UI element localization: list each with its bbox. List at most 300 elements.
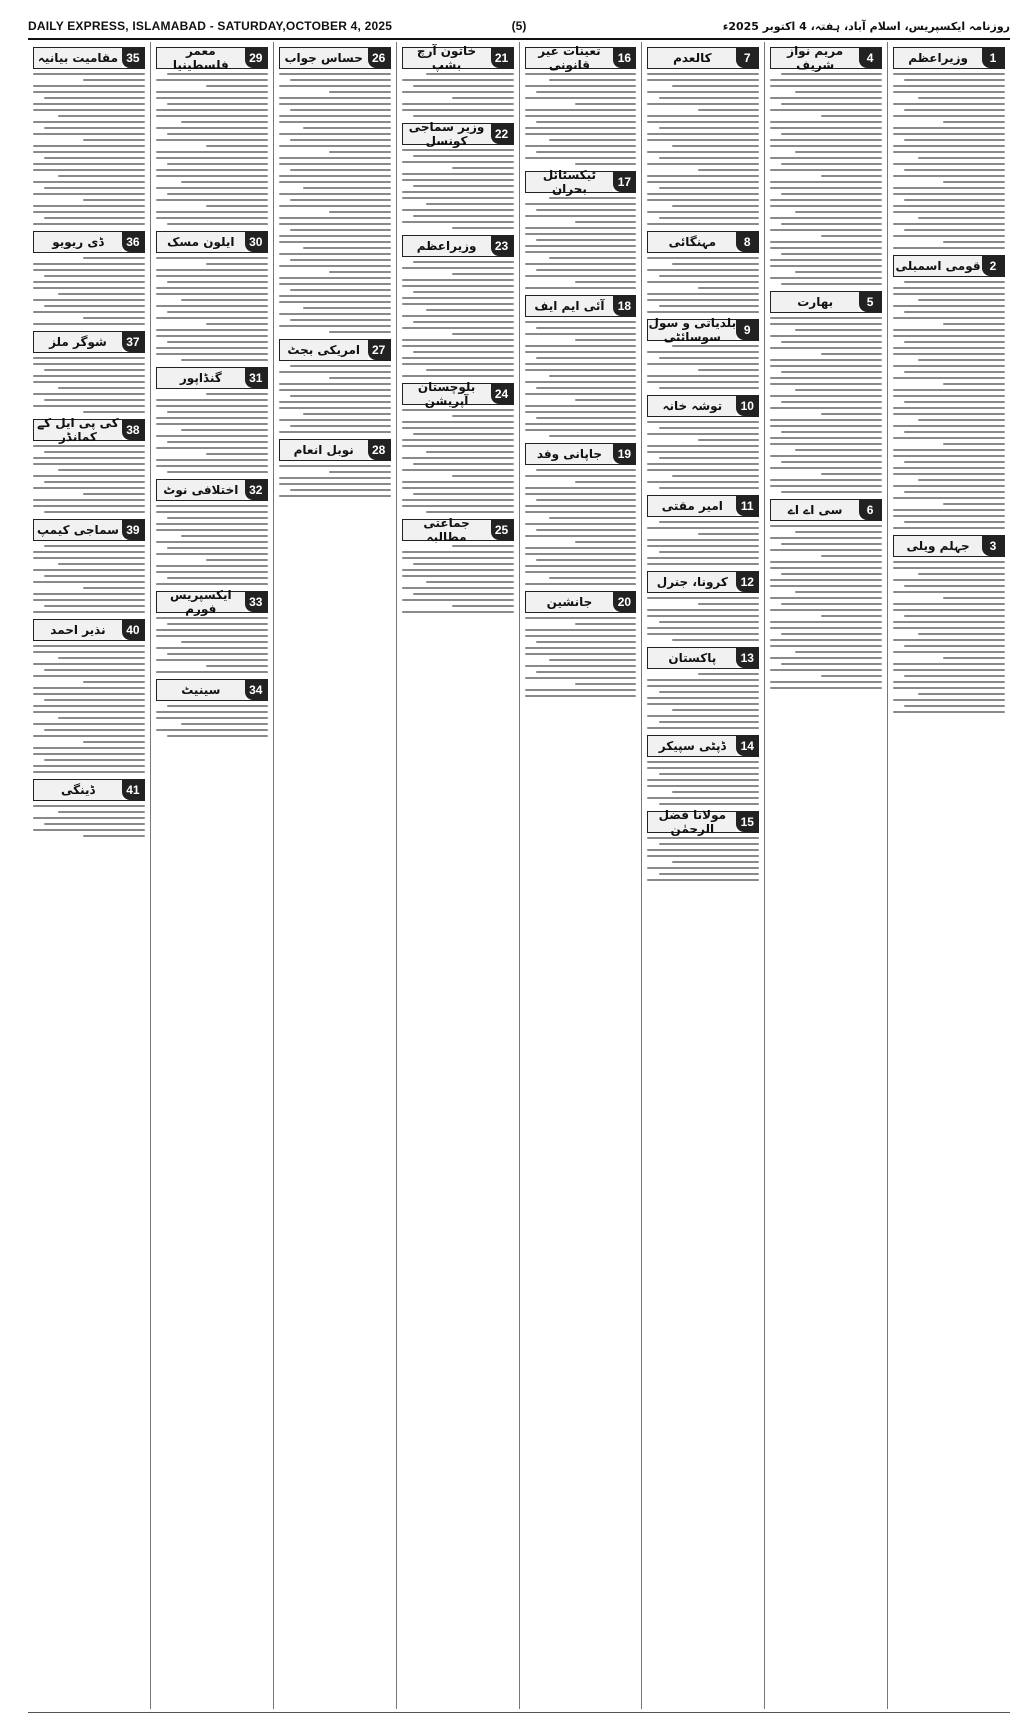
- text-line: [525, 665, 637, 667]
- text-line: [156, 347, 268, 349]
- text-line: [893, 305, 1005, 307]
- text-line: [156, 91, 268, 93]
- text-line: [83, 493, 145, 495]
- text-line: [781, 341, 882, 343]
- text-line: [402, 79, 514, 81]
- text-line: [83, 199, 145, 201]
- text-line: [156, 175, 268, 177]
- text-line: [647, 609, 759, 611]
- news-story: [33, 519, 145, 613]
- text-line: [33, 569, 145, 571]
- text-line: [893, 347, 1005, 349]
- story-body-text: [647, 521, 759, 565]
- text-line: [279, 483, 391, 485]
- text-line: [672, 475, 759, 477]
- text-line: [795, 91, 882, 93]
- text-line: [156, 729, 268, 731]
- text-line: [181, 359, 268, 361]
- text-line: [279, 465, 391, 467]
- story-heading: [156, 231, 268, 253]
- text-line: [181, 641, 268, 643]
- text-line: [647, 281, 759, 283]
- text-line: [413, 185, 514, 187]
- text-line: [525, 493, 637, 495]
- text-line: [647, 779, 759, 781]
- text-line: [781, 573, 882, 575]
- text-line: [33, 747, 145, 749]
- text-line: [156, 529, 268, 531]
- text-line: [904, 705, 1005, 707]
- text-line: [290, 365, 391, 367]
- text-line: [943, 597, 1005, 599]
- text-line: [770, 85, 882, 87]
- text-line: [33, 693, 145, 695]
- story-title: تعینات غیر قانونی: [526, 48, 614, 68]
- text-line: [770, 437, 882, 439]
- text-line: [647, 223, 759, 225]
- text-line: [647, 433, 759, 435]
- text-line: [181, 181, 268, 183]
- text-line: [33, 711, 145, 713]
- text-line: [206, 85, 268, 87]
- text-line: [893, 681, 1005, 683]
- story-title: وزیراعظم: [403, 236, 491, 256]
- news-story: [647, 495, 759, 565]
- text-line: [893, 497, 1005, 499]
- text-line: [44, 369, 145, 371]
- text-line: [659, 621, 760, 623]
- text-line: [893, 175, 1005, 177]
- text-line: [770, 335, 882, 337]
- text-line: [181, 121, 268, 123]
- text-line: [647, 597, 759, 599]
- text-line: [893, 235, 1005, 237]
- story-heading: [33, 519, 145, 541]
- text-line: [893, 91, 1005, 93]
- text-line: [156, 127, 268, 129]
- text-line: [181, 299, 268, 301]
- story-body-text: [402, 409, 514, 513]
- text-line: [206, 263, 268, 265]
- text-line: [536, 641, 637, 643]
- text-line: [795, 651, 882, 653]
- text-line: [575, 399, 637, 401]
- story-body-text: [33, 445, 145, 513]
- text-line: [770, 621, 882, 623]
- text-line: [33, 211, 145, 213]
- text-line: [33, 323, 145, 325]
- text-line: [279, 163, 391, 165]
- text-line: [647, 481, 759, 483]
- text-line: [795, 211, 882, 213]
- text-line: [167, 705, 268, 707]
- text-line: [770, 323, 882, 325]
- text-line: [156, 583, 268, 585]
- text-line: [525, 133, 637, 135]
- text-line: [770, 567, 882, 569]
- text-line: [904, 109, 1005, 111]
- text-line: [647, 837, 759, 839]
- text-line: [413, 85, 514, 87]
- text-line: [659, 187, 760, 189]
- text-line: [918, 359, 1005, 361]
- text-line: [525, 363, 637, 365]
- text-line: [279, 325, 391, 327]
- story-number-badge: 2: [982, 256, 1004, 276]
- story-number-badge: 8: [736, 232, 758, 252]
- news-story: [770, 291, 882, 493]
- text-line: [647, 363, 759, 365]
- text-line: [33, 817, 145, 819]
- text-line: [413, 463, 514, 465]
- text-line: [536, 417, 637, 419]
- story-heading: [156, 588, 268, 616]
- story-title: قومی اسمبلی: [894, 256, 982, 276]
- text-line: [167, 653, 268, 655]
- column-5: [396, 42, 519, 1709]
- story-heading: [402, 44, 514, 72]
- text-line: [770, 265, 882, 267]
- text-line: [770, 537, 882, 539]
- text-line: [44, 605, 145, 607]
- story-body-text: [525, 469, 637, 585]
- text-line: [156, 659, 268, 661]
- text-line: [893, 485, 1005, 487]
- text-line: [525, 677, 637, 679]
- text-line: [893, 509, 1005, 511]
- text-line: [647, 91, 759, 93]
- story-title: ٹیکسٹائل بحران: [526, 172, 614, 192]
- story-body-text: [156, 257, 268, 361]
- text-line: [659, 773, 760, 775]
- text-line: [698, 369, 760, 371]
- story-heading: [402, 120, 514, 148]
- text-line: [279, 145, 391, 147]
- text-line: [156, 269, 268, 271]
- text-line: [279, 121, 391, 123]
- story-heading: [770, 499, 882, 521]
- story-body-text: [770, 73, 882, 285]
- text-line: [536, 499, 637, 501]
- text-line: [206, 665, 268, 667]
- text-line: [525, 233, 637, 235]
- text-line: [156, 211, 268, 213]
- text-line: [904, 491, 1005, 493]
- text-line: [156, 435, 268, 437]
- news-story: [525, 44, 637, 165]
- text-line: [770, 217, 882, 219]
- text-line: [893, 407, 1005, 409]
- text-line: [698, 439, 760, 441]
- story-number-badge: 4: [859, 48, 881, 68]
- column-4: [519, 42, 642, 1709]
- text-line: [402, 285, 514, 287]
- text-line: [647, 79, 759, 81]
- text-line: [452, 167, 514, 169]
- text-line: [647, 311, 759, 313]
- text-line: [290, 425, 391, 427]
- text-line: [795, 389, 882, 391]
- text-line: [647, 633, 759, 635]
- text-line: [525, 695, 637, 697]
- text-line: [33, 151, 145, 153]
- story-title: ایکسپریس فورم: [157, 592, 245, 612]
- text-line: [770, 657, 882, 659]
- text-line: [525, 635, 637, 637]
- text-line: [33, 581, 145, 583]
- news-story: [156, 367, 268, 473]
- story-number-badge: 6: [859, 500, 881, 520]
- story-number-badge: 17: [613, 172, 635, 192]
- text-line: [672, 85, 759, 87]
- text-line: [167, 73, 268, 75]
- text-line: [893, 669, 1005, 671]
- text-line: [893, 193, 1005, 195]
- story-number-badge: 20: [613, 592, 635, 612]
- text-line: [44, 187, 145, 189]
- text-line: [279, 371, 391, 373]
- text-line: [402, 557, 514, 559]
- text-line: [781, 163, 882, 165]
- text-line: [698, 287, 760, 289]
- text-line: [156, 571, 268, 573]
- text-line: [156, 97, 268, 99]
- text-line: [575, 221, 637, 223]
- text-line: [795, 591, 882, 593]
- text-line: [575, 103, 637, 105]
- story-heading: [647, 316, 759, 344]
- story-heading: [402, 380, 514, 408]
- text-line: [329, 211, 391, 213]
- text-line: [525, 571, 637, 573]
- text-line: [156, 565, 268, 567]
- text-line: [525, 145, 637, 147]
- text-line: [402, 345, 514, 347]
- text-line: [647, 761, 759, 763]
- text-line: [156, 717, 268, 719]
- news-story: [525, 168, 637, 289]
- text-line: [167, 411, 268, 413]
- news-story: [525, 591, 637, 697]
- text-line: [770, 127, 882, 129]
- story-number-badge: 36: [122, 232, 144, 252]
- text-line: [647, 703, 759, 705]
- text-line: [156, 329, 268, 331]
- story-title: مولانا فضل الرحمٰن: [648, 812, 736, 832]
- story-heading: [33, 619, 145, 641]
- story-heading: [647, 495, 759, 517]
- text-line: [893, 329, 1005, 331]
- text-line: [452, 273, 514, 275]
- text-line: [904, 675, 1005, 677]
- text-line: [413, 563, 514, 565]
- story-body-text: [525, 321, 637, 437]
- news-story: [525, 443, 637, 585]
- text-line: [659, 217, 760, 219]
- text-line: [525, 475, 637, 477]
- text-line: [33, 73, 145, 75]
- text-line: [659, 487, 760, 489]
- text-line: [549, 257, 636, 259]
- text-line: [33, 457, 145, 459]
- text-line: [659, 551, 760, 553]
- text-line: [698, 169, 760, 171]
- text-line: [33, 499, 145, 501]
- story-heading: [770, 291, 882, 313]
- story-heading: [647, 395, 759, 417]
- text-line: [279, 295, 391, 297]
- text-line: [893, 639, 1005, 641]
- news-story: [525, 295, 637, 437]
- text-line: [279, 85, 391, 87]
- text-line: [402, 409, 514, 411]
- text-line: [279, 133, 391, 135]
- text-line: [44, 157, 145, 159]
- text-line: [525, 97, 637, 99]
- text-line: [279, 157, 391, 159]
- story-body-text: [525, 617, 637, 697]
- text-line: [781, 401, 882, 403]
- text-line: [893, 561, 1005, 563]
- column-3: [641, 42, 764, 1709]
- text-line: [44, 481, 145, 483]
- text-line: [33, 611, 145, 613]
- text-line: [647, 375, 759, 377]
- text-line: [525, 553, 637, 555]
- text-line: [770, 277, 882, 279]
- story-heading: [770, 44, 882, 72]
- header-masthead-urdu: روزنامہ ایکسپریس، اسلام آباد، ہفتہ، 4 اکتوبر 2025ء: [722, 19, 1010, 33]
- text-line: [770, 479, 882, 481]
- text-line: [647, 849, 759, 851]
- text-line: [402, 327, 514, 329]
- text-line: [167, 577, 268, 579]
- text-line: [83, 587, 145, 589]
- text-line: [647, 445, 759, 447]
- text-line: [156, 151, 268, 153]
- text-line: [290, 139, 391, 141]
- story-number-badge: 1: [982, 48, 1004, 68]
- story-number-badge: 16: [613, 48, 635, 68]
- text-line: [647, 451, 759, 453]
- text-line: [156, 115, 268, 117]
- text-line: [770, 407, 882, 409]
- text-line: [33, 357, 145, 359]
- story-body-text: [279, 465, 391, 497]
- text-line: [893, 527, 1005, 529]
- text-line: [698, 673, 760, 675]
- story-number-badge: 40: [122, 620, 144, 640]
- text-line: [525, 523, 637, 525]
- story-title: ایلون مسک: [157, 232, 245, 252]
- text-line: [795, 449, 882, 451]
- text-line: [402, 421, 514, 423]
- text-line: [770, 347, 882, 349]
- text-line: [156, 447, 268, 449]
- text-line: [44, 699, 145, 701]
- text-line: [893, 591, 1005, 593]
- text-line: [33, 281, 145, 283]
- text-line: [672, 263, 759, 265]
- text-line: [672, 861, 759, 863]
- text-line: [647, 175, 759, 177]
- text-line: [279, 407, 391, 409]
- story-number-badge: 18: [613, 296, 635, 316]
- text-line: [525, 511, 637, 513]
- text-line: [904, 645, 1005, 647]
- text-line: [58, 175, 145, 177]
- text-line: [795, 531, 882, 533]
- text-line: [525, 405, 637, 407]
- text-line: [536, 559, 637, 561]
- text-line: [156, 671, 268, 673]
- text-line: [770, 181, 882, 183]
- text-line: [893, 115, 1005, 117]
- text-line: [770, 525, 882, 527]
- text-line: [83, 411, 145, 413]
- story-title: ڈپٹی سپیکر: [648, 736, 736, 756]
- text-line: [279, 283, 391, 285]
- story-body-text: [525, 73, 637, 165]
- story-number-badge: 37: [122, 332, 144, 352]
- text-line: [893, 711, 1005, 713]
- text-line: [525, 547, 637, 549]
- text-line: [525, 127, 637, 129]
- story-title: شوگر ملز: [34, 332, 122, 352]
- text-line: [781, 371, 882, 373]
- text-line: [33, 463, 145, 465]
- text-line: [402, 569, 514, 571]
- text-line: [44, 545, 145, 547]
- text-line: [402, 487, 514, 489]
- text-line: [33, 805, 145, 807]
- text-line: [893, 609, 1005, 611]
- story-title: توشہ خانہ: [648, 396, 736, 416]
- text-line: [525, 215, 637, 217]
- text-line: [770, 425, 882, 427]
- text-line: [33, 723, 145, 725]
- news-story: [647, 735, 759, 805]
- text-line: [893, 621, 1005, 623]
- text-line: [167, 735, 268, 737]
- text-line: [647, 527, 759, 529]
- story-heading: [893, 47, 1005, 69]
- story-number-badge: 39: [122, 520, 144, 540]
- text-line: [781, 193, 882, 195]
- story-heading: [402, 235, 514, 257]
- text-line: [795, 329, 882, 331]
- text-line: [893, 211, 1005, 213]
- news-story: [279, 439, 391, 497]
- story-title: ڈی ریویو: [34, 232, 122, 252]
- story-title: سینیٹ: [157, 680, 245, 700]
- text-line: [525, 629, 637, 631]
- text-line: [536, 327, 637, 329]
- story-number-badge: 7: [736, 48, 758, 68]
- text-line: [795, 271, 882, 273]
- story-heading: [279, 47, 391, 69]
- text-line: [402, 279, 514, 281]
- text-line: [893, 133, 1005, 135]
- text-line: [659, 305, 760, 307]
- text-line: [156, 305, 268, 307]
- news-story: [33, 416, 145, 513]
- story-heading: [647, 735, 759, 757]
- text-line: [303, 127, 390, 129]
- text-line: [402, 551, 514, 553]
- text-line: [647, 103, 759, 105]
- text-line: [770, 585, 882, 587]
